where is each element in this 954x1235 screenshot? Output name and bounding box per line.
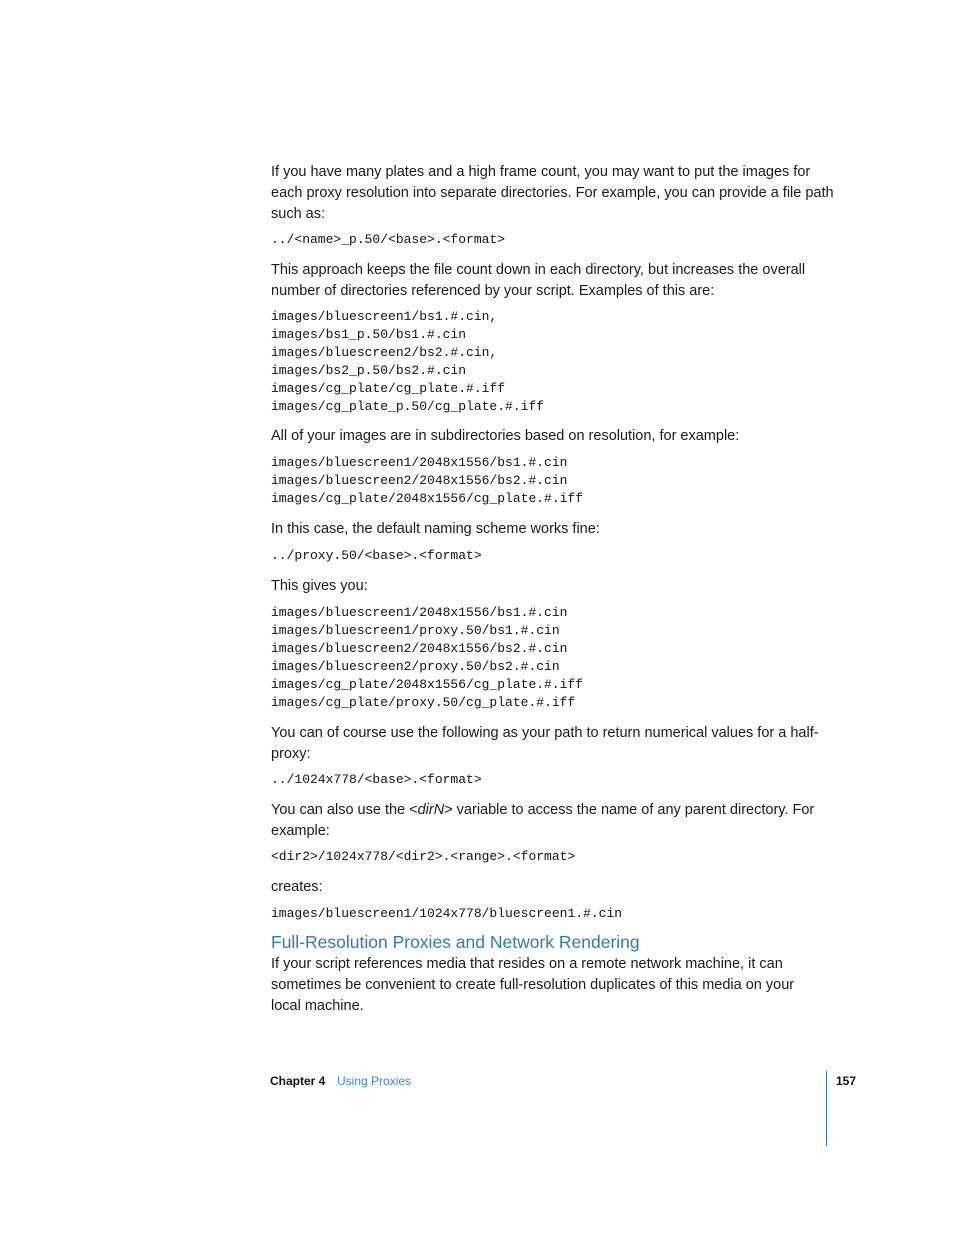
footer-chapter: Chapter 4 (270, 1074, 326, 1088)
code-line: images/bluescreen1/bs1.#.cin, (271, 309, 498, 324)
text-line: creates: (271, 879, 323, 895)
paragraph (271, 260, 805, 302)
code-line: images/cg_plate/cg_plate.#.iff (271, 381, 506, 396)
paragraph (271, 426, 739, 447)
paragraph (271, 877, 323, 898)
code-line: images/bs2_p.50/bs2.#.cin (271, 363, 467, 378)
paragraph (271, 162, 834, 225)
code-line: images/bluescreen2/2048x1556/bs2.#.cin (271, 473, 568, 488)
text-line: If you have many plates and a high frame count, you may want to put the images for (271, 164, 811, 180)
text-line: proxy: (271, 746, 311, 762)
code-block (271, 231, 505, 249)
paragraph (271, 954, 794, 1017)
code-line: images/cg_plate/2048x1556/cg_plate.#.iff (271, 491, 584, 506)
text-line (271, 800, 814, 821)
code-block (271, 547, 482, 565)
text-line: This gives you: (271, 578, 368, 594)
code-block (271, 308, 544, 416)
text-line: sometimes be convenient to create full-resolution duplicates of this media on your (271, 977, 795, 993)
variable-name: dirN (417, 802, 445, 818)
text-segment: > variable to access the name of any parent directory. For (444, 802, 815, 818)
text-line: This approach keeps the file count down in each directory, but increases the overall (271, 262, 806, 278)
paragraph (271, 723, 819, 765)
text-line: local machine. (271, 998, 364, 1014)
text-line: All of your images are in subdirectories based on resolution, for example: (271, 428, 740, 444)
code-line: images/bluescreen1/2048x1556/bs1.#.cin (271, 605, 568, 620)
code-line: images/cg_plate/2048x1556/cg_plate.#.iff (271, 677, 584, 692)
footer-divider (826, 1071, 827, 1146)
code-line: images/cg_plate_p.50/cg_plate.#.iff (271, 399, 545, 414)
page-number: 157 (836, 1074, 857, 1088)
code-line: ../<name>_p.50/<base>.<format> (271, 232, 506, 247)
text-line: example: (271, 823, 330, 839)
code-line: images/bluescreen2/proxy.50/bs2.#.cin (271, 659, 560, 674)
code-line: images/bluescreen2/2048x1556/bs2.#.cin (271, 641, 568, 656)
footer-chapter-title[interactable]: Using Proxies (337, 1074, 412, 1088)
code-line: ../1024x778/<base>.<format> (271, 772, 482, 787)
paragraph (271, 576, 368, 597)
code-line: images/bluescreen1/1024x778/bluescreen1.#.cin (271, 906, 623, 921)
code-block (271, 848, 575, 866)
code-block (271, 771, 482, 789)
section-heading: Full-Resolution Proxies and Network Rendering (271, 932, 640, 952)
text-line: If your script references media that resides on a remote network machine, it can (271, 956, 783, 972)
text-segment: You can also use the < (271, 802, 418, 818)
code-line: images/bluescreen2/bs2.#.cin, (271, 345, 498, 360)
text-line: such as: (271, 206, 325, 222)
paragraph (271, 800, 814, 842)
code-block (271, 454, 583, 508)
code-block (271, 604, 583, 712)
text-line: You can of course use the following as your path to return numerical values for a half- (271, 725, 819, 741)
text-line: each proxy resolution into separate directories. For example, you can provide a file path (271, 185, 834, 201)
code-line: images/bluescreen1/proxy.50/bs1.#.cin (271, 623, 560, 638)
text-line: In this case, the default naming scheme works fine: (271, 521, 600, 537)
code-line: images/cg_plate/proxy.50/cg_plate.#.iff (271, 695, 576, 710)
code-line: <dir2>/1024x778/<dir2>.<range>.<format> (271, 849, 576, 864)
paragraph (271, 519, 600, 540)
code-line: images/bluescreen1/2048x1556/bs1.#.cin (271, 455, 568, 470)
code-line: images/bs1_p.50/bs1.#.cin (271, 327, 467, 342)
code-line: ../proxy.50/<base>.<format> (271, 548, 482, 563)
code-block (271, 905, 622, 923)
text-line: number of directories referenced by your script. Examples of this are: (271, 283, 715, 299)
